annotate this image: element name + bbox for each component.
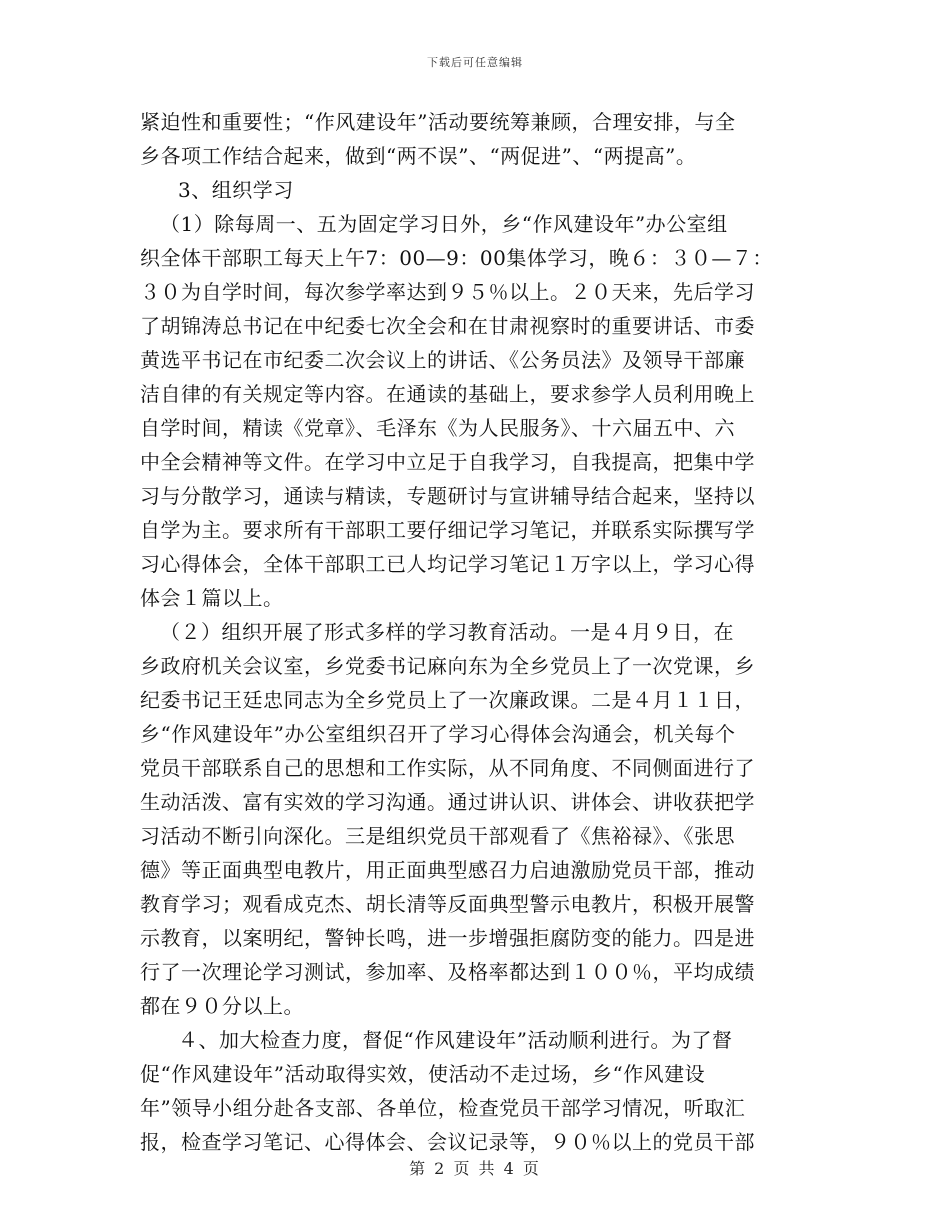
body-line: （1）除每周一、五为固定学习日外，乡“作风建设年”办公室组 — [160, 212, 728, 236]
body-line: ３０为自学时间，每次参学率达到９５％以上。２０天来，先后学习 — [140, 280, 755, 304]
body-line: 自学为主。要求所有干部职工要仔细记学习笔记，并联系实际撰写学 — [140, 518, 755, 542]
body-line: 生动活泼、富有实效的学习沟通。通过讲认识、讲体会、讲收获把学 — [140, 790, 755, 814]
body-line: 促“作风建设年”活动取得实效，使活动不走过场，乡“作风建设 — [140, 1062, 706, 1086]
body-line: ４、加大检查力度，督促“作风建设年”活动顺利进行。为了督 — [178, 1028, 733, 1052]
body-line: 行了一次理论学习测试，参加率、及格率都达到１００％，平均成绩 — [140, 960, 755, 984]
body-line: 党员干部联系自己的思想和工作实际，从不同角度、不同侧面进行了 — [140, 756, 755, 780]
body-line: 报，检查学习笔记、心得体会、会议记录等，９０％以上的党员干部 — [140, 1130, 755, 1154]
body-line: 了胡锦涛总书记在中纪委七次全会和在甘肃视察时的重要讲话、市委 — [140, 314, 755, 338]
body-line: 乡各项工作结合起来，做到“两不误”、“两促进”、“两提高”。 — [140, 144, 697, 168]
body-line: 习活动不断引向深化。三是组织党员干部观看了《焦裕禄》、《张思 — [140, 824, 735, 848]
body-line: 习与分散学习，通读与精读，专题研讨与宣讲辅导结合起来，坚持以 — [140, 484, 755, 508]
body-line: 黄选平书记在市纪委二次会议上的讲话、《公务员法》及领导干部廉 — [140, 348, 745, 372]
body-line: 乡政府机关会议室，乡党委书记麻向东为全乡党员上了一次党课，乡 — [140, 654, 755, 678]
body-line: 年”领导小组分赴各支部、各单位，检查党员干部学习情况，听取汇 — [140, 1096, 746, 1120]
body-line: 纪委书记王廷忠同志为全乡党员上了一次廉政课。二是４月１１日， — [140, 688, 755, 712]
body-line: 德》等正面典型电教片，用正面典型感召力启迪激励党员干部，推动 — [140, 858, 755, 882]
body-line: 教育学习；观看成克杰、胡长清等反面典型警示电教片，积极开展警 — [140, 892, 755, 916]
body-line: 示教育，以案明纪，警钟长鸣，进一步增强拒腐防变的能力。四是进 — [140, 926, 755, 950]
body-line: 洁自律的有关规定等内容。在通读的基础上，要求参学人员利用晚上 — [140, 382, 755, 406]
body-line: 紧迫性和重要性；“作风建设年”活动要统筹兼顾，合理安排，与全 — [140, 110, 736, 134]
body-line: 织全体干部职工每天上午7：00—9：00集体学习，晚６：３０—７： — [140, 246, 773, 270]
body-line: 体会１篇以上。 — [140, 586, 284, 610]
body-line: （２）组织开展了形式多样的学习教育活动。一是４月９日，在 — [160, 620, 734, 644]
body-line: 都在９０分以上。 — [140, 994, 304, 1018]
body-line: 自学时间，精读《党章》、毛泽东《为人民服务》、十六届五中、六 — [140, 416, 735, 440]
body-line: 中全会精神等文件。在学习中立足于自我学习，自我提高，把集中学 — [140, 450, 755, 474]
body-line: 乡“作风建设年”办公室组织召开了学习心得体会沟通会，机关每个 — [140, 722, 736, 746]
body-line: 3、组织学习 — [178, 178, 294, 202]
body-line: 习心得体会，全体干部职工已人均记学习笔记１万字以上，学习心得 — [140, 552, 755, 576]
page-number-footer: 第 2 页 共 4 页 — [409, 1159, 541, 1178]
page-header-note: 下载后可任意编辑 — [427, 56, 523, 69]
